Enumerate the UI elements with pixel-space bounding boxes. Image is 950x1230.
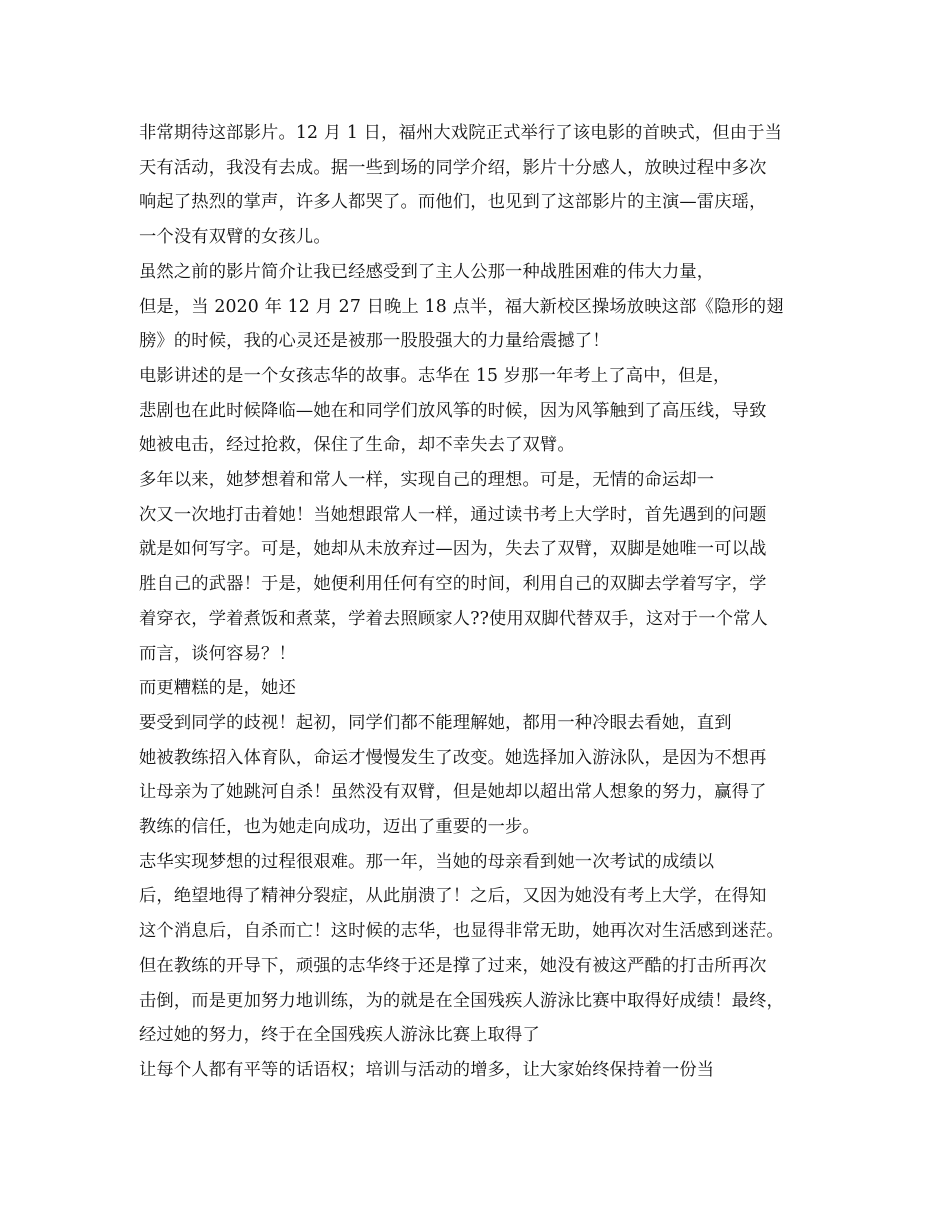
text-line: 膀》的时候，我的心灵还是被那一股股强大的力量给震撼了！	[139, 331, 610, 352]
text-line: 教练的信任，也为她走向成功，迈出了重要的一步。	[139, 817, 540, 838]
text-line: 这个消息后，自杀而亡！这时候的志华，也显得非常无助，她再次对生活感到迷茫。	[139, 921, 784, 942]
text-line: 电影讲述的是一个女孩志华的故事。志华在 15 岁那一年考上了高中，但是，	[139, 365, 731, 386]
text-line: 要受到同学的歧视！起初，同学们都不能理解她，都用一种冷眼去看她，直到	[139, 712, 732, 733]
text-line: 虽然之前的影片简介让我已经感受到了主人公那一种战胜困难的伟大力量，	[139, 261, 715, 282]
paragraph-1	[139, 116, 815, 255]
text-line: 让每个人都有平等的话语权；培训与活动的增多，让大家始终保持着一份当	[139, 1059, 715, 1080]
document-body	[139, 116, 815, 1088]
text-line: 但是，当 2020 年 12 月 27 日晚上 18 点半，福大新校区操场放映这部《隐形的翅	[139, 296, 784, 317]
text-line: 但在教练的开导下，顽强的志华终于还是撑了过来，她没有被这严酷的打击所再次	[139, 955, 767, 976]
text-line: 多年以来，她梦想着和常人一样，实现自己的理想。可是，无情的命运却一	[139, 470, 715, 491]
paragraph-4	[139, 463, 815, 671]
text-line: 胜自己的武器！于是，她便利用任何有空的时间，利用自己的双脚去学着写字，学	[139, 574, 767, 595]
paragraph-3	[139, 359, 815, 463]
paragraph-6	[139, 706, 815, 845]
text-line: 经过她的努力，终于在全国残疾人游泳比赛上取得了	[139, 1025, 540, 1046]
text-line: 击倒，而是更加努力地训练，为的就是在全国残疾人游泳比赛中取得好成绩！最终，	[139, 990, 784, 1011]
text-line: 志华实现梦想的过程很艰难。那一年，当她的母亲看到她一次考试的成绩以	[139, 851, 715, 872]
text-line: 悲剧也在此时候降临—她在和同学们放风筝的时候，因为风筝触到了高压线，导致	[139, 400, 767, 421]
text-line: 响起了热烈的掌声，许多人都哭了。而他们，也见到了这部影片的主演—雷庆瑶，	[139, 192, 767, 213]
paragraph-7	[139, 845, 815, 1053]
text-line: 而更糟糕的是，她还	[139, 678, 296, 699]
text-line: 非常期待这部影片。12 月 1 日，福州大戏院正式举行了该电影的首映式，但由于当	[139, 123, 783, 143]
text-line: 她被教练招入体育队，命运才慢慢发生了改变。她选择加入游泳队，是因为不想再	[139, 747, 767, 768]
text-line: 后，绝望地得了精神分裂症，从此崩溃了！之后，又因为她没有考上大学，在得知	[139, 886, 767, 907]
paragraph-2	[139, 255, 815, 359]
text-line: 就是如何写字。可是，她却从未放弃过—因为，失去了双臂，双脚是她唯一可以战	[139, 539, 767, 560]
text-line: 而言，谈何容易？！	[139, 643, 296, 664]
paragraph-5	[139, 671, 815, 706]
text-line: 她被电击，经过抢救，保住了生命，却不幸失去了双臂。	[139, 435, 575, 456]
text-line: 次又一次地打击着她！当她想跟常人一样，通过读书考上大学时，首先遇到的问题	[139, 504, 767, 525]
text-line: 一个没有双臂的女孩儿。	[139, 227, 331, 248]
text-line: 天有活动，我没有去成。据一些到场的同学介绍，影片十分感人，放映过程中多次	[139, 157, 767, 178]
text-line: 着穿衣，学着煮饭和煮菜，学着去照顾家人??使用双脚代替双手，这对于一个常人	[139, 608, 768, 629]
text-line: 让母亲为了她跳河自杀！虽然没有双臂，但是她却以超出常人想象的努力，赢得了	[139, 782, 767, 803]
paragraph-8	[139, 1053, 815, 1088]
